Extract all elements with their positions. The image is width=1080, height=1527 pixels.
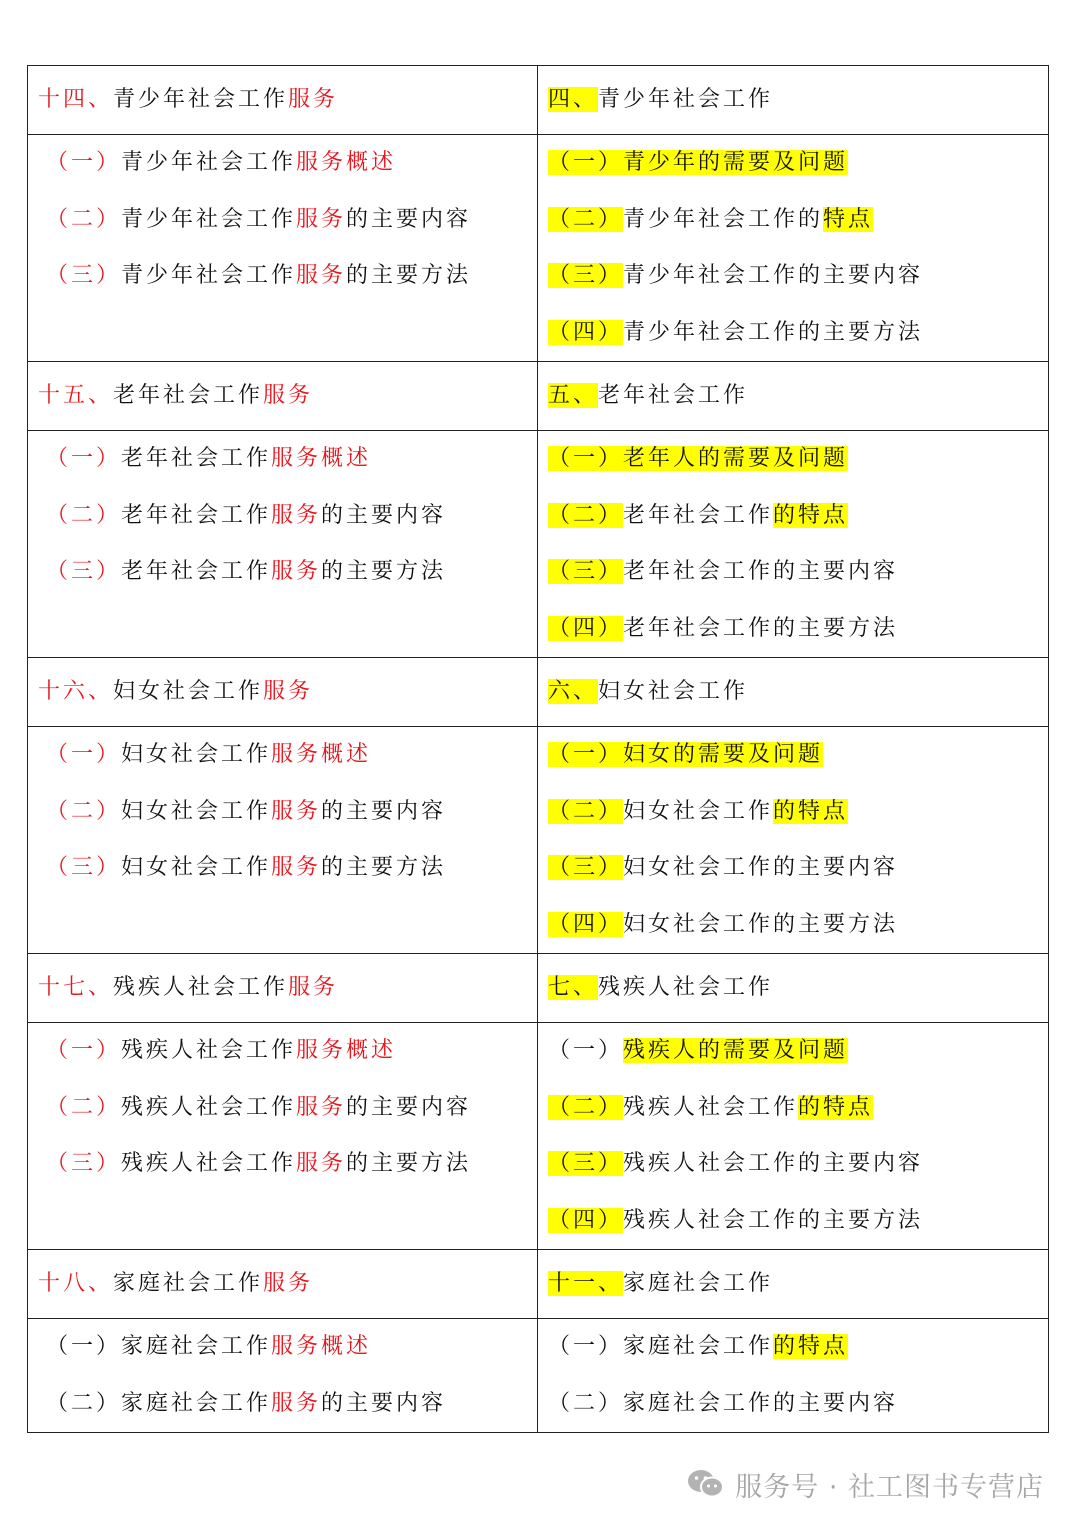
text-segment: 老年社会工作 [623,502,774,528]
text-segment: 青少年社会工作的主要内容 [623,263,924,288]
text-segment: 青少年社会工作 [121,263,297,288]
left-heading [38,658,527,726]
left-heading-cell [28,362,538,431]
comparison-table [27,65,1049,1433]
text-segment: 的主要内容 [321,798,447,824]
text-segment: 家庭社会工作 [113,1271,264,1296]
text-segment: 的主要内容 [321,1390,447,1416]
list-item [46,840,527,897]
right-heading [548,1250,1038,1318]
text-segment: 妇女社会工作 [113,679,264,704]
text-segment: 的主要方法 [346,1151,472,1176]
highlighted-text: 七、 [548,975,599,1000]
right-heading-cell [538,362,1049,431]
highlighted-text: 残疾人的需要及问题 [623,1038,849,1063]
right-heading [548,658,1038,726]
text-segment: 残疾人社会工作 [623,1094,799,1120]
text-segment: 残疾人社会工作 [598,975,774,1000]
list-item [548,1080,1038,1137]
text-segment: 家庭社会工作的主要内容 [623,1390,899,1416]
text-segment: 妇女社会工作 [121,798,272,824]
text-segment: 的主要方法 [346,263,472,288]
list-item [46,544,527,601]
text-segment: 妇女社会工作 [598,679,749,704]
right-heading [548,954,1038,1022]
section-header-row [28,1250,1049,1319]
red-text: 十六、 [38,679,114,704]
red-text: （三） [46,559,122,584]
left-items-cell [28,1023,538,1250]
red-text: （二） [46,1094,122,1120]
red-text: 服务 [271,855,322,880]
list-item [46,727,527,784]
right-items-cell [538,135,1049,362]
text-segment: 妇女社会工作 [121,742,272,767]
list-item [548,897,1038,954]
red-text: 服务 [271,559,322,584]
red-text: 服务 [271,798,322,824]
highlighted-text: （一）妇女的需要及问题 [548,742,824,767]
list-item [548,1023,1038,1080]
highlighted-text: （三） [548,855,624,880]
red-text: 服务概述 [271,446,372,471]
list-item [548,305,1038,362]
red-text: 服务 [296,1151,347,1176]
red-text: 十五、 [38,383,114,408]
highlighted-text: （四） [548,319,624,345]
left-heading-cell [28,66,538,135]
red-text: （二） [46,798,122,824]
section-header-row [28,362,1049,431]
highlighted-text: 十一、 [548,1271,624,1296]
left-heading [38,362,527,430]
red-text: 服务 [288,975,339,1000]
red-text: （一） [46,446,122,471]
section-items-row [28,431,1049,658]
left-heading-cell [28,658,538,727]
footer-text: 服务号 · 社工图书专营店 [735,1471,1044,1503]
text-segment: 妇女社会工作的主要方法 [623,911,899,937]
text-segment: 的主要内容 [346,1094,472,1120]
highlighted-text: （一）老年人的需要及问题 [548,446,849,471]
list-item [548,431,1038,488]
list-item [46,488,527,545]
highlighted-text: （二） [548,798,624,824]
list-item [46,135,527,192]
right-heading-cell [538,1250,1049,1319]
red-text: 服务 [263,1271,314,1296]
text-segment: 残疾人社会工作 [113,975,289,1000]
highlighted-text: 的特点 [773,502,849,528]
right-heading [548,66,1038,134]
red-text: 服务 [296,263,347,288]
text-segment: 残疾人社会工作的主要内容 [623,1151,924,1176]
section-header-row [28,66,1049,135]
left-items-cell [28,431,538,658]
red-text: 服务 [263,679,314,704]
highlighted-text: 的特点 [773,798,849,824]
list-item [548,1193,1038,1250]
list-item [548,1319,1038,1376]
text-segment: 青少年社会工作的主要方法 [623,319,924,345]
left-heading [38,1250,527,1318]
list-item [548,1376,1038,1433]
text-segment: 的主要方法 [321,559,447,584]
right-heading-cell [538,66,1049,135]
text-segment: （一） [46,1334,122,1359]
list-item [46,192,527,249]
highlighted-text: （四） [548,911,624,937]
list-item [46,1136,527,1193]
red-text: （一） [46,150,122,175]
red-text: （三） [46,263,122,288]
text-segment: 的主要内容 [321,502,447,528]
red-text: （二） [46,502,122,528]
list-item [548,248,1038,305]
left-items-cell [28,135,538,362]
text-segment: 老年社会工作的主要内容 [623,559,899,584]
list-item [46,248,527,305]
text-segment: 残疾人社会工作 [121,1038,297,1063]
text-segment: 家庭社会工作 [121,1334,272,1359]
list-item [46,1023,527,1080]
text-segment: （一） [548,1038,624,1063]
highlighted-text: 四、 [548,87,599,112]
highlighted-text: （一）青少年的需要及问题 [548,150,849,175]
red-text: 服务概述 [271,1334,372,1359]
text-segment: 老年社会工作的主要方法 [623,615,899,641]
text-segment: 青少年社会工作 [121,150,297,175]
text-segment: 老年社会工作 [121,559,272,584]
text-segment: 老年社会工作 [121,502,272,528]
red-text: 十七、 [38,975,114,1000]
text-segment: 残疾人社会工作 [121,1094,297,1120]
text-segment: （一） [548,1334,624,1359]
left-items-cell [28,727,538,954]
list-item [46,784,527,841]
red-text: 服务 [296,206,347,232]
list-item [548,488,1038,545]
list-item [46,1080,527,1137]
section-items-row [28,1319,1049,1433]
red-text: 服务 [271,502,322,528]
highlighted-text: （二） [548,206,624,232]
red-text: 服务 [296,1094,347,1120]
list-item [548,192,1038,249]
section-items-row [28,727,1049,954]
red-text: 十八、 [38,1271,114,1296]
right-heading-cell [538,658,1049,727]
red-text: 十四、 [38,87,114,112]
red-text: （一） [46,1038,122,1063]
text-segment: 妇女社会工作的主要内容 [623,855,899,880]
list-item [548,601,1038,658]
text-segment: 老年社会工作 [598,383,749,408]
left-heading [38,66,527,134]
highlighted-text: 六、 [548,679,599,704]
text-segment: （二） [548,1390,624,1416]
text-segment: 的主要方法 [321,855,447,880]
table-body [28,66,1049,1433]
right-items-cell [538,1023,1049,1250]
section-header-row [28,658,1049,727]
highlighted-text: 的特点 [798,1094,874,1120]
left-heading-cell [28,1250,538,1319]
list-item [46,1376,527,1433]
text-segment: 青少年社会工作 [598,87,774,112]
list-item [46,1319,527,1376]
left-heading-cell [28,954,538,1023]
text-segment: 的主要内容 [346,206,472,232]
footer-watermark [687,1462,1044,1506]
red-text: （三） [46,855,122,880]
text-segment: 家庭社会工作 [121,1390,272,1416]
highlighted-text: （二） [548,502,624,528]
list-item [548,135,1038,192]
text-segment: 残疾人社会工作 [121,1151,297,1176]
text-segment: 青少年社会工作的 [623,206,824,232]
highlighted-text: （四） [548,1207,624,1233]
text-segment: 老年社会工作 [113,383,264,408]
red-text: 服务 [263,383,314,408]
red-text: 服务概述 [296,1038,397,1063]
right-items-cell [538,1319,1049,1433]
red-text: 服务 [288,87,339,112]
highlighted-text: （三） [548,1151,624,1176]
right-heading [548,362,1038,430]
left-heading [38,954,527,1022]
red-text: （二） [46,206,122,232]
text-segment: 妇女社会工作 [121,855,272,880]
red-text: （一） [46,742,122,767]
highlighted-text: （四） [548,615,624,641]
highlighted-text: 的特点 [773,1334,849,1359]
highlighted-text: 特点 [823,206,874,232]
text-segment: 残疾人社会工作的主要方法 [623,1207,924,1233]
section-items-row [28,1023,1049,1250]
highlighted-text: 五、 [548,383,599,408]
text-segment: 青少年社会工作 [121,206,297,232]
right-items-cell [538,431,1049,658]
text-segment: （二） [46,1390,122,1416]
section-header-row [28,954,1049,1023]
right-heading-cell [538,954,1049,1023]
text-segment: 老年社会工作 [121,446,272,471]
list-item [548,1136,1038,1193]
highlighted-text: （三） [548,559,624,584]
left-items-cell [28,1319,538,1433]
red-text: （三） [46,1151,122,1176]
text-segment: 青少年社会工作 [113,87,289,112]
right-items-cell [538,727,1049,954]
list-item [548,544,1038,601]
list-item [548,727,1038,784]
text-segment: 家庭社会工作 [623,1334,774,1359]
wechat-icon [687,1468,725,1500]
list-item [548,784,1038,841]
red-text: 服务概述 [296,150,397,175]
list-item [46,431,527,488]
text-segment: 家庭社会工作 [623,1271,774,1296]
text-segment: 妇女社会工作 [623,798,774,824]
red-text: 服务 [271,1390,322,1416]
section-items-row [28,135,1049,362]
red-text: 服务概述 [271,742,372,767]
highlighted-text: （二） [548,1094,624,1120]
list-item [548,840,1038,897]
highlighted-text: （三） [548,263,624,288]
